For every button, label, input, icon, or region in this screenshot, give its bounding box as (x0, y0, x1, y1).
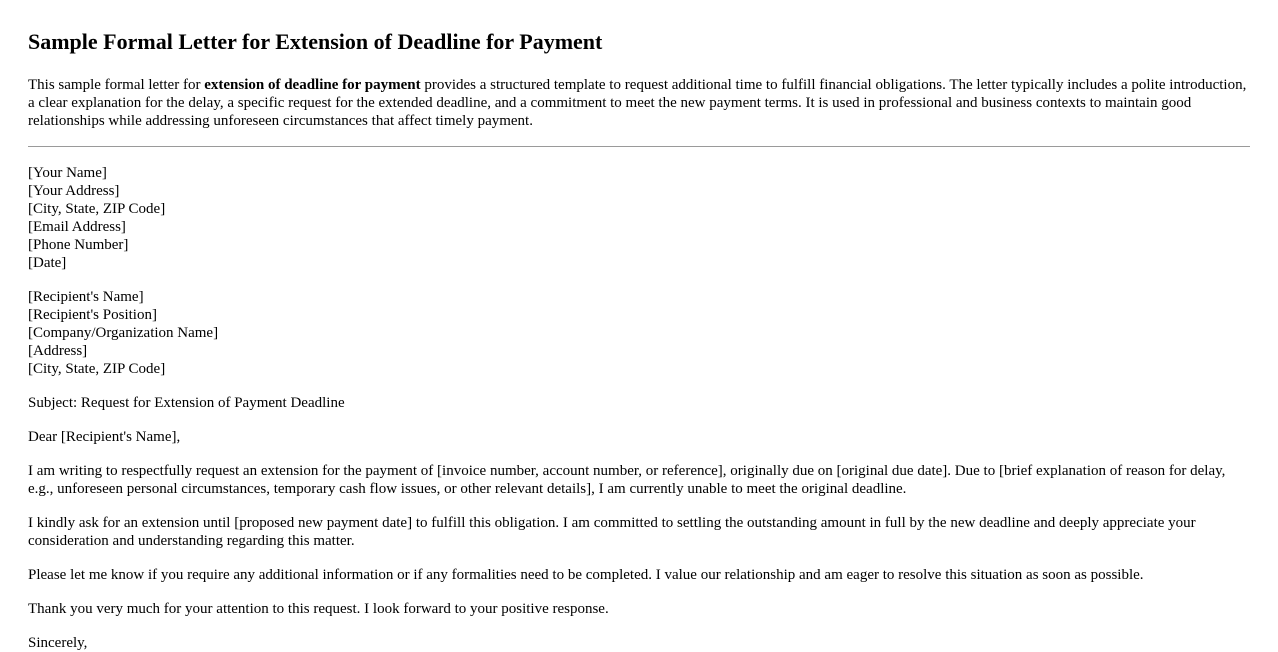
body-paragraph: Please let me know if you require any additional information or if any formalities need to be completed. I value our relationship and am eager to resolve this situation as soon as possible. (28, 567, 1144, 583)
intro-paragraph (28, 76, 1250, 130)
recipient-position: [Recipient's Position] (28, 307, 157, 323)
sender-email: [Email Address] (28, 219, 126, 235)
sender-block (28, 164, 1250, 272)
recipient-block (28, 288, 1250, 378)
body-paragraph: I kindly ask for an extension until [proposed new payment date] to fulfill this obligation. I am committed to settling the outstanding amount in full by the new deadline and deeply appreciate your consideration and understanding regarding this matter. (28, 515, 1196, 549)
recipient-company: [Company/Organization Name] (28, 325, 219, 341)
sender-phone: [Phone Number] (28, 237, 129, 253)
sender-name: [Your Name] (28, 165, 107, 181)
divider (28, 146, 1250, 147)
sender-address: [Your Address] (28, 183, 120, 199)
recipient-name: [Recipient's Name] (28, 289, 144, 305)
body-paragraph: Thank you very much for your attention to this request. I look forward to your positive response. (28, 601, 609, 617)
sender-city: [City, State, ZIP Code] (28, 201, 166, 217)
intro-text-after: provides a structured template to request additional time to fulfill financial obligations. The letter typically includes a polite introduction, a clear explanation for the delay, a specific request for the extended deadline, and a commitment to meet the new payment terms. It is used in professional and business contexts to maintain good relationships while addressing unforeseen circumstances that affect timely payment. (28, 77, 1247, 129)
salutation: Dear [Recipient's Name], (28, 429, 181, 445)
closing: Sincerely, (28, 635, 88, 651)
sender-date: [Date] (28, 255, 67, 271)
intro-text-before: This sample formal letter for (28, 77, 205, 93)
subject-line: Subject: Request for Extension of Payment Deadline (28, 395, 345, 411)
recipient-address: [Address] (28, 343, 88, 359)
intro-keyword: extension of deadline for payment (204, 77, 421, 93)
page-title: Sample Formal Letter for Extension of Deadline for Payment (28, 29, 603, 54)
recipient-city: [City, State, ZIP Code] (28, 361, 166, 377)
body-paragraph: I am writing to respectfully request an extension for the payment of [invoice number, account number, or reference], originally due on [original due date]. Due to [brief explanation of reason for delay, e.g., unforeseen personal circumstances, temporary cash flow issues, or other relevant details], I am currently unable to meet the original deadline. (28, 463, 1226, 497)
